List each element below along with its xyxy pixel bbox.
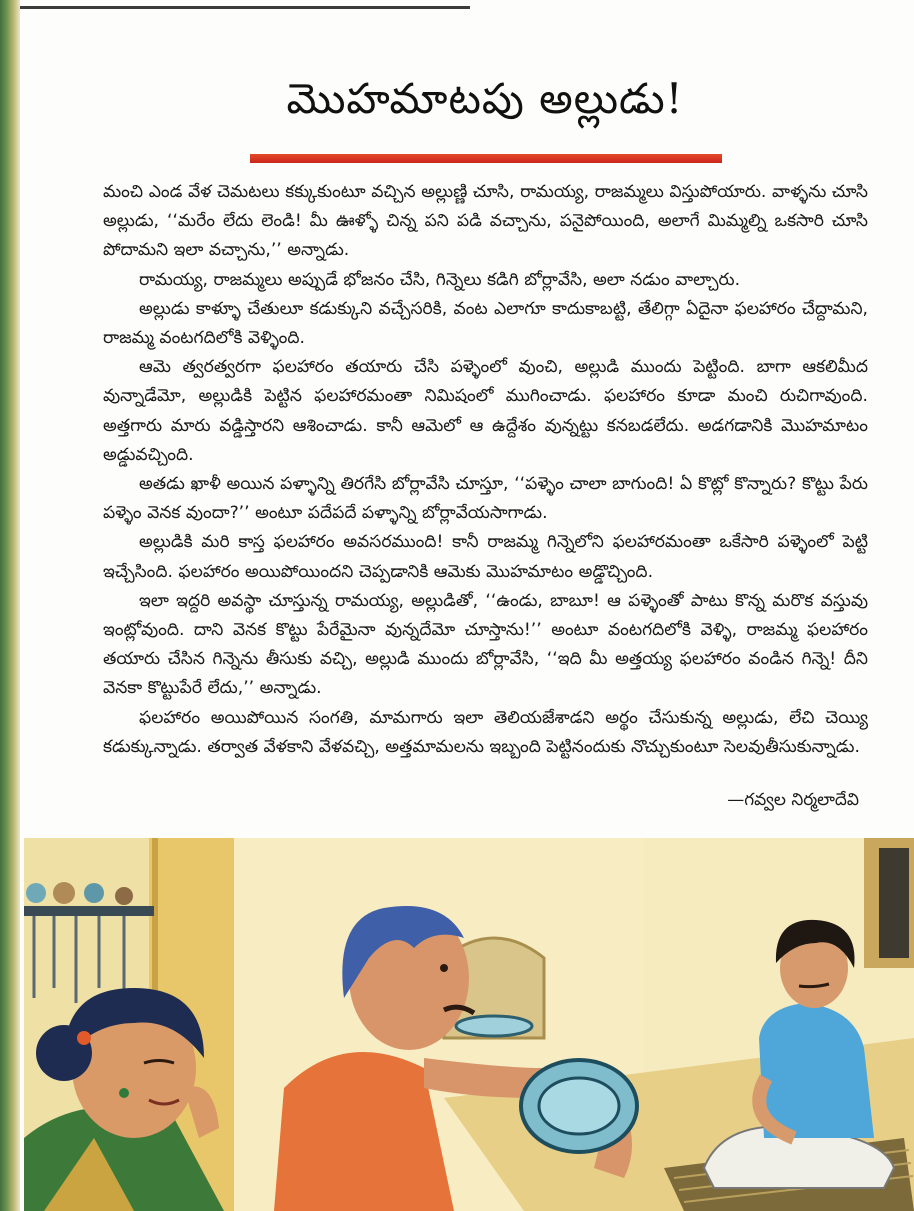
page-edge-strip: [0, 0, 20, 1211]
upturned-bowl-icon: [521, 1060, 637, 1152]
story-body: [103, 178, 868, 762]
paragraph-5: అతడు ఖాళీ అయిన పళ్ళాన్ని తిరగేసి బోర్లావేసి చూస్తూ, ‘‘పళ్ళెం చాలా బాగుంది! ఏ కొట్లో కొన్నారు? కొట్టు పేరు పళ్ళెం వెనక వుందా?’’ అంటూ పదేపదే పళ్ళాన్ని బోర్లావేయసాగాడు.: [103, 474, 868, 524]
story-title: మొహమాటపు అల్లుడు!: [286, 74, 684, 123]
shelf-icon: [24, 906, 154, 916]
title-underline-bar: [250, 154, 722, 163]
paragraph-6: అల్లుడికి మరి కాస్త ఫలహారం అవసరముంది! కానీ రాజమ్మ గిన్నెలోని ఫలహారమంతా ఒకేసారి పళ్ళెంలో పెట్టి ఇచ్చేసింది. ఫలహారం అయిపోయిందని చెప్పడానికి ఆమెకు మొహమాటం అడ్డొచ్చింది.: [103, 532, 868, 582]
paragraph-4: ఆమె త్వరత్వరగా ఫలహారం తయారు చేసి పళ్ళెంలో వుంచి, అల్లుడి ముందు పెట్టింది. బాగా ఆకలిమీద వున్నాడేమో, అల్లుడికి పెట్టిన ఫలహారమంతా నిమిషంలో ముగించాడు. ఫలహారం కూడా మంచి రుచిగావుంది. అత్తగారు మారు వడ్డిస్తారని ఆశించాడు. కానీ ఆమెలో ఆ ఉద్దేశం వున్నట్టు కనబడలేదు. అడగడానికి మొహమాటం అడ్డువచ్చింది.: [103, 357, 868, 465]
author-signature: —గవ్వల నిర్మలాదేవి: [727, 790, 859, 810]
paragraph-3: అల్లుడు కాళ్ళూ చేతులూ కడుక్కుని వచ్చేసరికి, వంట ఎలాగూ కాదుకాబట్టి, తేలిగ్గా ఏదైనా ఫలహారం చేద్దామని, రాజమ్మ వంటగదిలోకి వెళ్ళింది.: [103, 298, 868, 349]
story-illustration: [24, 838, 914, 1211]
top-rule: [20, 6, 470, 9]
paragraph-7: ఇలా ఇద్దరి అవస్థా చూస్తున్న రామయ్య, అల్లుడితో, ‘‘ఉండు, బాబూ! ఆ పళ్ళెంతో పాటు కొన్న మరొక వస్తువు ఇంట్లోవుంది. దాని వెనక కొట్టు పేరేమైనా వున్నదేమో చూస్తాను!’’ అంటూ వంటగదిలోకి వెళ్ళి, రాజమ్మ ఫలహారం తయారు చేసిన గిన్నెను తీసుకు వచ్చి, అల్లుడి ముందు బోర్లావేసి, ‘‘ఇది మీ అత్తయ్య ఫలహారం వండిన గిన్నె! దీని వెనకా కొట్టుపేరే లేదు,’’ అన్నాడు.: [103, 590, 868, 699]
paragraph-2: రామయ్య, రాజమ్మలు అప్పుడే భోజనం చేసి, గిన్నెలు కడిగి బోర్లావేసి, అలా నడుం వాల్చారు.: [139, 269, 741, 290]
paragraph-1: మంచి ఎండ వేళ చెమటలు కక్కుకుంటూ వచ్చిన అల్లుణ్ణి చూసి, రామయ్య, రాజమ్మలు విస్తుపోయారు. వాళ్ళను చూసి అల్లుడు, ‘‘మరేం లేదు లెండి! మీ ఊళ్ళో చిన్న పని పడి వచ్చాను, పనైపోయింది, అలాగే మిమ్మల్ని ఒకసారి చూసి పోదామని ఇలా వచ్చాను,’’ అన్నాడు.: [103, 182, 868, 261]
plate-icon: [456, 1016, 532, 1036]
paragraph-8: ఫలహారం అయిపోయిన సంగతి, మామగారు ఇలా తెలియజేశాడని అర్థం చేసుకున్న అల్లుడు, లేచి చెయ్యి కడుక్కున్నాడు. తర్వాత వేళకాని వేళవచ్చి, అత్తమామలను ఇబ్బంది పెట్టినందుకు నొచ్చుకుంటూ సెలవుతీసుకున్నాడు.: [103, 707, 868, 757]
